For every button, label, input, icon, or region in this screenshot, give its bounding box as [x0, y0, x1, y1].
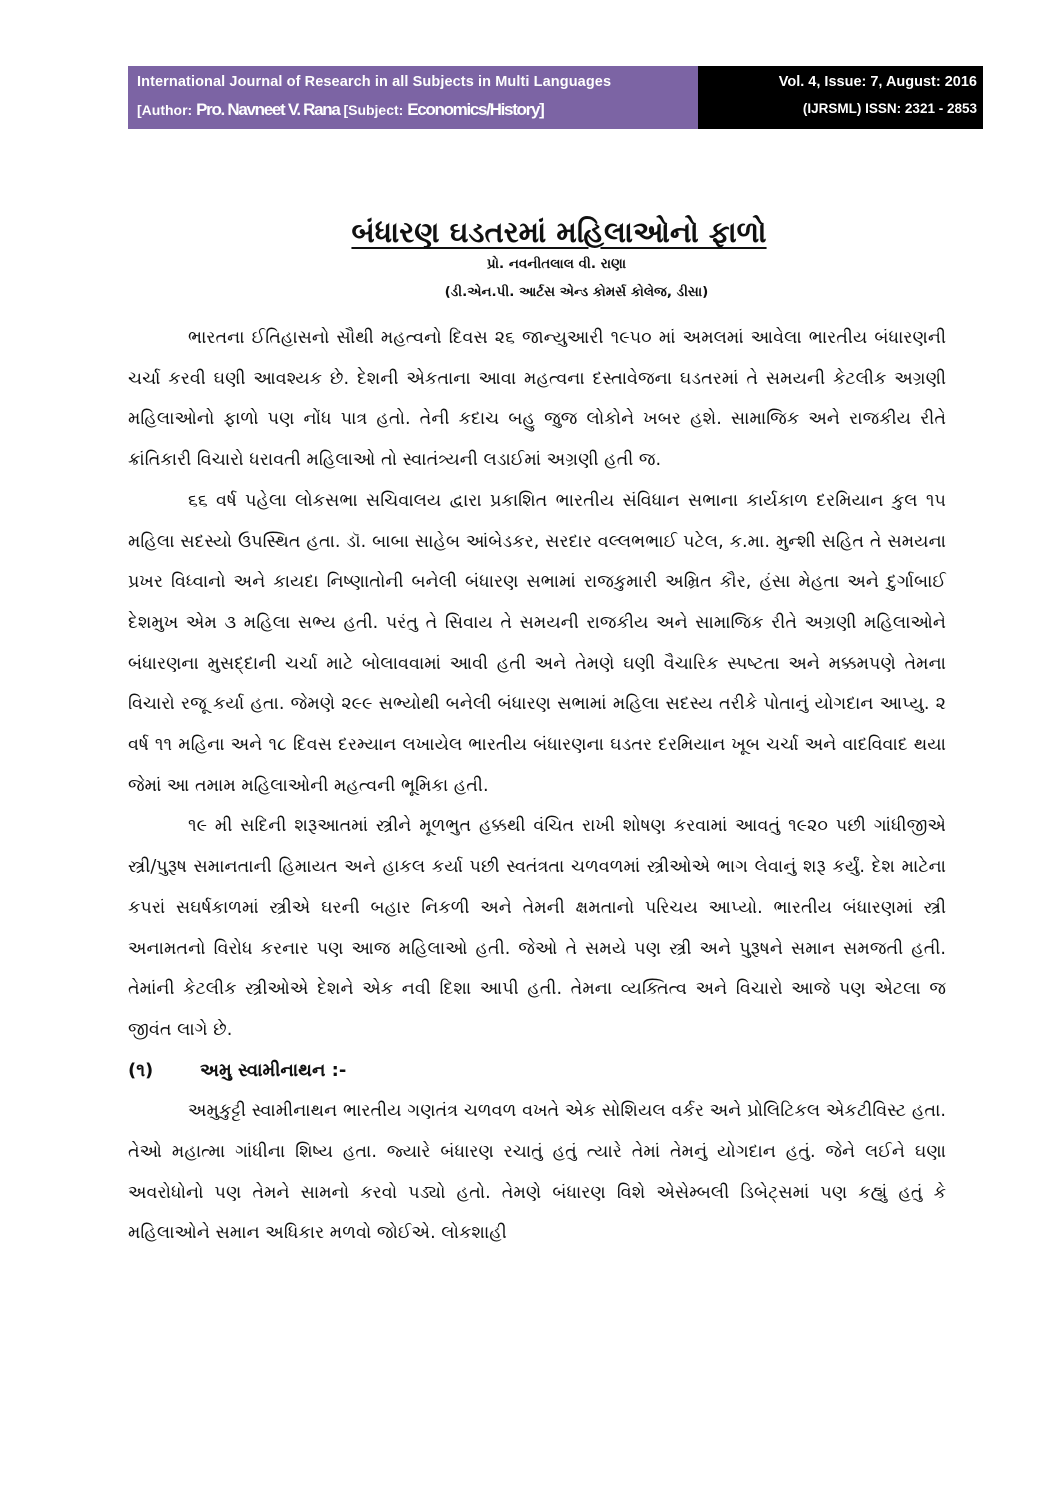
article-body: [128, 318, 946, 1254]
journal-header: [128, 66, 983, 129]
author-name: Pro. Navneet V. Rana: [196, 100, 340, 119]
author-label: [Author:: [137, 102, 193, 118]
journal-name: International Journal of Research in all Subjects in Multi Languages: [137, 74, 612, 90]
section-heading: [128, 1051, 946, 1092]
header-right-panel: [698, 66, 983, 129]
paragraph: ૧૯ મી સદિની શરૂઆતમાં સ્ત્રીને મૂળભુત હક્કથી વંચિત રાખી શોષણ કરવામાં આવતું ૧૯૨૦ પછી ગાંધીજીએ સ્ત્રી/પુરૂષ સમાનતાની હિમાયત અને હાકલ કર્યા પછી સ્વતંત્રતા ચળવળમાં સ્ત્રીઓએ ભાગ લેવાનું શરૂ કર્યું. દેશ માટેના કપરાં સઘર્ષકાળમાં સ્ત્રીએ ઘરની બહાર નિકળી અને તેમની ક્ષમતાનો પરિચય આપ્યો. ભારતીય બંધારણમાં સ્ત્રી અનામતનો વિરોધ કરનાર પણ આજ મહિલાઓ હતી. જેઓ તે સમયે પણ સ્ત્રી અને પુરૂષને સમાન સમજતી હતી. તેમાંની કેટલીક સ્ત્રીઓએ દેશને એક નવી દિશા આપી હતી. તેમના વ્યક્તિત્વ અને વિચારો આજે પણ એટલા જ જીવંત લાગે છે.: [128, 816, 946, 1040]
volume-info: Vol. 4, Issue: 7, August: 2016: [778, 74, 977, 90]
subject-name: Economics/History]: [407, 100, 544, 119]
title-block: [0, 215, 1058, 300]
header-left-panel: [128, 66, 698, 129]
paragraph: અમુકુટ્ટી સ્વામીનાથન ભારતીય ગણતંત્ર ચળવળ વખતે એક સોશિયલ વર્કર અને પ્રોલિટિકલ એકટીવિસ્ટ હતા. તેઓ મહાત્મા ગાંધીના શિષ્ય હતા. જ્યારે બંધારણ રચાતું હતું ત્યારે તેમાં તેમનું યોગદાન હતું. જેને લઈને ઘણા અવરોધોનો પણ તેમને સામનો કરવો પડ્યો હતો. તેમણે બંધારણ વિશે એસેમ્બલી ડિબેટ્સમાં પણ કહ્યું હતું કે મહિલાઓને સમાન અધિકાર મળવો જોઈએ. લોકશાહી: [128, 1101, 946, 1244]
paragraph: ૬૬ વર્ષ પહેલા લોકસભા સચિવાલય દ્વારા પ્રકાશિત ભારતીય સંવિધાન સભાના કાર્યકાળ દરમિયાન કુલ ૧૫ મહિલા સદસ્યો ઉપસ્થિત હતા. ડૉ. બાબા સાહેબ આંબેડકર, સરદાર વલ્લભભાઈ પટેલ, ક.મા. મુન્શી સહિત તે સમયના પ્રખર વિધ્વાનો અને કાયદા નિષ્ણાતોની બનેલી બંધારણ સભામાં રાજકુમારી અમ્રિત કૌર, હંસા મેહતા અને દુર્ગાબાઈ દેશમુખ એમ ૩ મહિલા સભ્ય હતી. પરંતુ તે સિવાય તે સમયની રાજકીય અને સામાજિક રીતે અગ્રણી મહિલાઓને બંધારણના મુસદ્દાની ચર્ચા માટે બોલાવવામાં આવી હતી અને તેમણે ઘણી વૈચારિક સ્પષ્ટતા અને મક્કમપણે તેમના વિચારો રજૂ કર્યા હતા. જેમણે ૨૯૯ સભ્યોથી બનેલી બંધારણ સભામાં મહિલા સદસ્ય તરીકે પોતાનું યોગદાન આપ્યુ. ૨ વર્ષ ૧૧ મહિના અને ૧૮ દિવસ દરમ્યાન લખાયેલ ભારતીય બંધારણના ઘડતર દરમિયાન ખૂબ ચર્ચા અને વાદવિવાદ થયા જેમાં આ તમામ મહિલાઓની મહત્વની ભૂમિકા હતી.: [128, 490, 946, 796]
paragraph: ભારતના ઈતિહાસનો સૌથી મહત્વનો દિવસ ૨૬ જાન્યુઆરી ૧૯૫૦ માં અમલમાં આવેલા ભારતીય બંધારણની ચર્ચા કરવી ઘણી આવશ્યક છે. દેશની એકતાના આવા મહત્વના દસ્તાવેજના ઘડતરમાં તે સમયની કેટલીક અગ્રણી મહિલાઓનો ફાળો પણ નોંધ પાત્ર હતો. તેની કદાચ બહુ જુજ લોકોને ખબર હશે. સામાજિક અને રાજકીય રીતે ક્રાંતિકારી વિચારો ધરાવતી મહિલાઓ તો સ્વાતંત્ર્યની લડાઈમાં અગ્રણી હતી જ.: [128, 328, 946, 471]
article-author: પ્રો. નવનીતલાલ વી. રાણા: [486, 256, 627, 272]
subject-label: [Subject:: [343, 102, 404, 118]
section-number: (૧): [128, 1059, 154, 1081]
section-title: અમુ સ્વામીનાથન :-: [200, 1059, 347, 1081]
article-affiliation: (ડી.એન.પી. આર્ટસ એન્ડ કોમર્સ કોલેજ, ડીસા): [444, 284, 709, 300]
article-title: બંધારણ ઘડતરમાં મહિલાઓનો ફાળો: [351, 215, 767, 249]
issn-info: (IJRSML) ISSN: 2321 - 2853: [802, 101, 977, 116]
author-subject-line: [137, 100, 698, 120]
